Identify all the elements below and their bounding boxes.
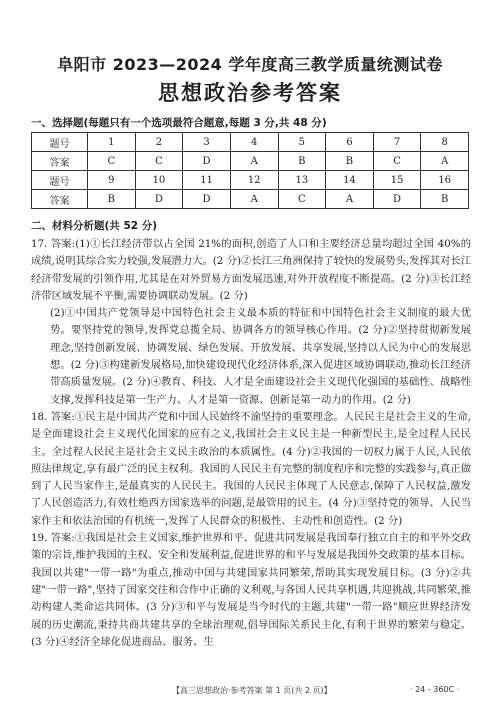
table-cell: C (278, 190, 326, 209)
table-cell: D (183, 152, 231, 171)
table-cell: 6 (326, 133, 374, 152)
table-cell: A (326, 190, 374, 209)
table-cell: C (88, 152, 136, 171)
table-cell: D (183, 190, 231, 209)
q18-answer: 18. 答案:①民主是中国共产党和中国人民始终不渝坚持的重要理念。人民民主是社会主义的生命,是全面建设社会主义现代化国家的应有之义,我国社会主义民主是一种新型民主,是全过程人民民主。全过程人民民主是社会主义民主政治的本质属性。(4 分)②我国的一切权力属于人民,人民依照法律规定,享有最广泛的民主权利。我国的人民民主有完整的制度程序和完整的实践参与,真正做到了人民当家作主,是最真实的人民民主。我国的人民民主体现了人民意志,保障了人民权益,激发了人民创造活力,有效杜绝西方国家选举的问题,是最管用的民主。(4 分)③坚持党的领导、人民当家作主和依法治国的有机统一,发挥了人民群众的积极性、主动性和创造性。(2 分) (31, 410, 471, 527)
table-cell: 11 (183, 171, 231, 190)
row-label: 答案 (32, 190, 88, 209)
table-cell: B (278, 152, 326, 171)
table-cell: C (373, 152, 421, 171)
table-row (32, 133, 469, 152)
section1-heading: 一、选择题(每题只有一个选项最符合题意,每题 3 分,共 48 分) (31, 117, 327, 129)
table-cell: 3 (183, 133, 231, 152)
table-cell: A (421, 152, 469, 171)
q19-answer: 19. 答案:①我国是社会主义国家,维护世界和平、促进共同发展是我国奉行独立自主的和平外交政策的宗旨,维护我国的主权、安全和发展利益,促进世界的和平与发展是我国外交政策的基本目标。我国以共建"一带一路"为重点,推动中国与共建国家共同繁荣,帮助其实现发展目标。(3 分)②共建"一带一路",坚持了国家交往和合作中正确的义利观,与各国人民共享机遇,共迎挑战,共同繁荣,推动构建人类命运共同体。(3 分)③和平与发展是当今时代的主题,共建"一带一路"顺应世界经济发展的历史潮流,秉持共商共建共享的全球治理观,倡导国际关系民主化,有利于世界的繁荣与稳定。(3 分)④经济全球化促进商品、服务、生 (31, 532, 471, 648)
footer-code: · 24 - 360C · (410, 685, 460, 694)
table-cell: 8 (421, 133, 469, 152)
q17-part1: 17. 答案:(1)①长江经济带以占全国 21%的面积,创造了人口和主要经济总量均超过全国 40%的成绩,说明其综合实力较强,发展潜力大。(2 分)②长江三角洲保持了较快的发展势头,发挥其对长江经济带发展的引领作用,尤其是在对外贸易方面发展迅速,对外开放程度不断提高。(2 分)③长江经济带区域发展不平衡,需要协调联动发展。(2 分) (31, 238, 471, 302)
table-row (32, 190, 469, 209)
document-title: 阜阳市 2023—2024 学年度高三教学质量统测试卷 (57, 55, 443, 74)
q17-part2: (2)①中国共产党领导是中国特色社会主义最本质的特征和中国特色社会主义制度的最大优势。要坚持党的领导,发挥党总揽全局、协调各方的领导核心作用。(2 分)②坚持贯彻新发展理念,坚持创新发展、协调发展、绿色发展、开放发展、共享发展,坚持以人民为中心的发展思想。(2 分)③构建新发展格局,加快建设现代化经济体系,深入促进区域协调联动,推动长江经济带高质量发展。(2 分)④教育、科技、人才是全面建设社会主义现代化强国的基础性、战略性支撑,发挥科技是第一生产力、人才是第一资源、创新是第一动力的作用。(2 分) (50, 307, 471, 406)
table-cell: C (135, 152, 183, 171)
table-cell: 4 (230, 133, 278, 152)
table-cell: 14 (326, 171, 374, 190)
table-cell: 2 (135, 133, 183, 152)
table-cell: B (326, 152, 374, 171)
table-cell: 7 (373, 133, 421, 152)
answer-body (31, 236, 471, 651)
table-cell: 16 (421, 171, 469, 190)
document-subtitle: 思想政治参考答案 (158, 81, 342, 105)
table-cell: D (373, 190, 421, 209)
table-cell: 9 (88, 171, 136, 190)
row-label: 答案 (32, 152, 88, 171)
table-cell: 12 (230, 171, 278, 190)
footer-page-info: 【高三思想政治·参考答案 第 1 页(共 2 页)】 (172, 686, 332, 695)
answer-table (31, 132, 469, 209)
section2-heading: 二、材料分析题(共 52 分) (31, 220, 158, 232)
table-cell: 15 (373, 171, 421, 190)
table-cell: B (421, 190, 469, 209)
table-cell: 1 (88, 133, 136, 152)
row-label: 题号 (32, 133, 88, 152)
table-cell: D (135, 190, 183, 209)
table-cell: 5 (278, 133, 326, 152)
table-row (32, 171, 469, 190)
row-label: 题号 (32, 171, 88, 190)
table-cell: A (230, 152, 278, 171)
table-cell: A (230, 190, 278, 209)
table-cell: 13 (278, 171, 326, 190)
table-cell: B (88, 190, 136, 209)
table-row (32, 152, 469, 171)
table-cell: 10 (135, 171, 183, 190)
